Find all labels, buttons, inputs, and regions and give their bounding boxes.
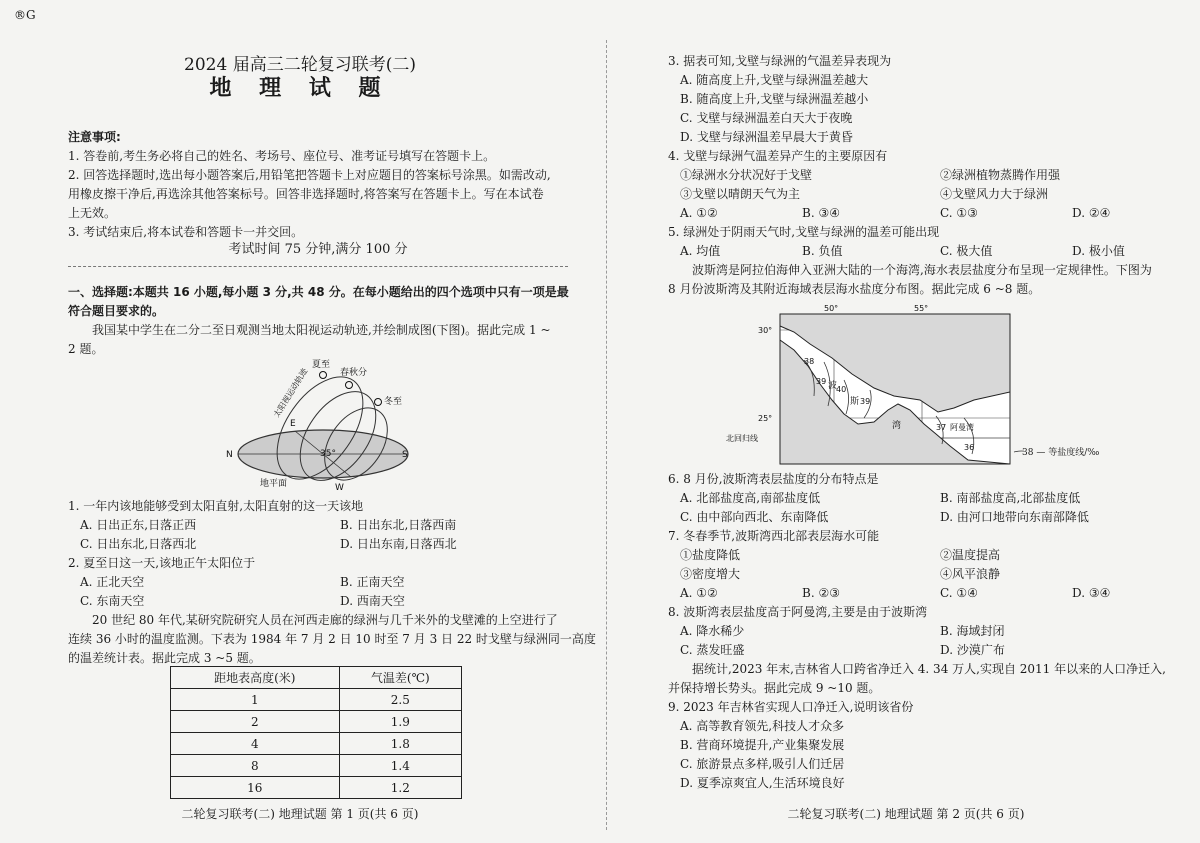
q2-option-c[interactable]: C. 东南天空: [80, 594, 145, 608]
q1-option-d[interactable]: D. 日出东南,日落西北: [340, 537, 457, 551]
sun-icon: [320, 372, 327, 379]
gulf-label: 斯: [850, 397, 860, 407]
north-label: N: [226, 450, 233, 460]
q1-option-b[interactable]: B. 日出东北,日落西南: [340, 518, 457, 532]
q6-option-d[interactable]: D. 由河口地带向东南部降低: [940, 510, 1089, 524]
separator: [68, 266, 568, 267]
isohaline-label: 40: [836, 385, 847, 394]
q9-option-a[interactable]: A. 高等教育领先,科技人才众多: [680, 719, 845, 733]
isohaline-label: 37: [936, 423, 947, 432]
table-cell: 1: [171, 689, 340, 711]
subject-title: 地 理 试 题: [209, 76, 391, 101]
q4-item: ①绿洲水分状况好于戈壁: [680, 168, 813, 182]
sun-path-diagram: [220, 358, 420, 492]
table-row: [171, 689, 462, 711]
intro-text: 我国某中学生在二分二至日观测当地太阳视运动轨迹,并绘制成图(下图)。据此完成 1 ~: [92, 323, 551, 337]
q4-item: ③戈壁以晴朗天气为主: [680, 187, 801, 201]
gulf-label: 波: [828, 381, 838, 391]
isohaline-label: 39: [816, 377, 827, 386]
q3-option-a[interactable]: A. 随高度上升,戈壁与绿洲温差越大: [680, 73, 869, 87]
page-divider: [606, 40, 607, 830]
table-row: [171, 777, 462, 799]
intro-text: 连续 36 小时的温度监测。下表为 1984 年 7 月 2 日 10 时至 7 月 3 日 22 时戈壁与绿洲同一高度: [68, 632, 596, 646]
intro-text: 2 题。: [68, 342, 104, 356]
q4-option-d[interactable]: D. ②④: [1072, 206, 1111, 220]
q8-option-c[interactable]: C. 蒸发旺盛: [680, 643, 745, 657]
lon-label: 55°: [914, 304, 929, 313]
q4-option-c[interactable]: C. ①③: [940, 206, 978, 220]
page-footer: 二轮复习联考(二) 地理试题 第 1 页(共 6 页): [181, 807, 419, 821]
q3-option-d[interactable]: D. 戈壁与绿洲温差早晨大于黄昏: [680, 130, 853, 144]
table-cell: 2: [171, 711, 340, 733]
q1-option-c[interactable]: C. 日出东北,日落西北: [80, 537, 197, 551]
q2-option-d[interactable]: D. 西南天空: [340, 594, 405, 608]
notice-line: 上无效。: [68, 206, 117, 220]
temperature-table: [170, 666, 462, 799]
q8-option-a[interactable]: A. 降水稀少: [680, 624, 745, 638]
q4-option-a[interactable]: A. ①②: [680, 206, 718, 220]
winter-label: 冬至: [384, 397, 403, 407]
intro-text: 的温差统计表。据此完成 3 ~5 题。: [68, 651, 261, 665]
notice-heading: 注意事项:: [68, 130, 121, 144]
gulf-label: 湾: [892, 421, 902, 431]
q7-item: ④风平浪静: [940, 567, 1001, 581]
question-1: 1. 一年内该地能够受到太阳直射,太阳直射的这一天该地: [68, 499, 364, 513]
q5-option-b[interactable]: B. 负值: [802, 244, 843, 258]
q7-option-b[interactable]: B. ②③: [802, 586, 840, 600]
q6-option-b[interactable]: B. 南部盐度高,北部盐度低: [940, 491, 1081, 505]
summer-label: 夏至: [312, 360, 331, 370]
q6-option-a[interactable]: A. 北部盐度高,南部盐度低: [680, 491, 821, 505]
lon-label: 50°: [824, 304, 839, 313]
q9-option-b[interactable]: B. 营商环境提升,产业集聚发展: [680, 738, 845, 752]
table-row: [171, 711, 462, 733]
isohaline-label: 36: [964, 443, 975, 452]
legend-text: 等盐度线/‰: [1048, 448, 1100, 458]
table-header-row: [171, 667, 462, 689]
q4-item: ④戈壁风力大于绿洲: [940, 187, 1049, 201]
exam-time: 考试时间 75 分钟,满分 100 分: [228, 242, 408, 257]
question-7: 7. 冬春季节,波斯湾西北部表层海水可能: [668, 529, 880, 543]
table-cell: 2.5: [339, 689, 461, 711]
table-cell: 4: [171, 733, 340, 755]
q7-option-a[interactable]: A. ①②: [680, 586, 718, 600]
q8-option-d[interactable]: D. 沙漠广布: [940, 643, 1005, 657]
q4-option-b[interactable]: B. ③④: [802, 206, 840, 220]
equinox-label: 春秋分: [340, 368, 368, 378]
q5-option-a[interactable]: A. 均值: [680, 244, 721, 258]
q5-option-d[interactable]: D. 极小值: [1072, 244, 1125, 258]
notice-line: 3. 考试结束后,将本试卷和答题卡一并交回。: [68, 225, 304, 239]
table-cell: 1.4: [339, 755, 461, 777]
lat-label: 30°: [758, 326, 773, 335]
notice-line: 1. 答卷前,考生务必将自己的姓名、考场号、座位号、准考证号填写在答题卡上。: [68, 149, 496, 163]
q5-option-c[interactable]: C. 极大值: [940, 244, 993, 258]
intro-text: 波斯湾是阿拉伯海伸入亚洲大陆的一个海湾,海水表层盐度分布呈现一定规律性。下图为: [692, 263, 1152, 277]
corner-mark: ®G: [14, 8, 36, 22]
q7-item: ②温度提高: [940, 548, 1001, 562]
east-label: E: [290, 419, 296, 429]
q7-item: ③密度增大: [680, 567, 741, 581]
lat-label: 25°: [758, 414, 773, 423]
isohaline-label: 39: [860, 397, 871, 406]
intro-text: 并保持增长势头。据此完成 9 ~10 题。: [668, 681, 881, 695]
q9-option-d[interactable]: D. 夏季凉爽宜人,生活环境良好: [680, 776, 845, 790]
intro-text: 8 月份波斯湾及其附近海域表层海水盐度分布图。据此完成 6 ~8 题。: [668, 282, 1041, 296]
sun-icon: [346, 382, 353, 389]
angle-label: 35°: [320, 449, 336, 459]
legend-number: 38: [1022, 448, 1034, 458]
table-cell: 1.8: [339, 733, 461, 755]
table-cell: 16: [171, 777, 340, 799]
notice-line: 用橡皮擦干净后,再选涂其他答案标号。回答非选择题时,将答案写在答题卡上。写在本试卷: [68, 187, 544, 201]
q1-option-a[interactable]: A. 日出正东,日落正西: [80, 518, 197, 532]
question-5: 5. 绿洲处于阴雨天气时,戈壁与绿洲的温差可能出现: [668, 225, 940, 239]
south-label: S: [402, 450, 408, 460]
table-cell: 1.2: [339, 777, 461, 799]
table-row: [171, 733, 462, 755]
intro-text: 据统计,2023 年末,吉林省人口跨省净迁入 4. 34 万人,实现自 2011 年以来的人口净迁入,: [692, 662, 1166, 676]
q3-option-b[interactable]: B. 随高度上升,戈壁与绿洲温差越小: [680, 92, 869, 106]
q8-option-b[interactable]: B. 海域封闭: [940, 624, 1005, 638]
table-header: 气温差(℃): [339, 667, 461, 689]
table-header: 距地表高度(米): [171, 667, 340, 689]
table-cell: 1.9: [339, 711, 461, 733]
page-footer: 二轮复习联考(二) 地理试题 第 2 页(共 6 页): [787, 807, 1025, 821]
intro-text: 20 世纪 80 年代,某研究院研究人员在河西走廊的绿洲与几千米外的戈壁滩的上空进行了: [92, 613, 558, 627]
question-6: 6. 8 月份,波斯湾表层盐度的分布特点是: [668, 472, 879, 486]
question-3: 3. 据表可知,戈壁与绿洲的气温差异表现为: [668, 54, 892, 68]
q7-option-d[interactable]: D. ③④: [1072, 586, 1111, 600]
tropic-label: 北回归线: [726, 434, 758, 443]
map-legend: 38 — 等盐度线/‰: [1022, 448, 1100, 458]
q3-option-c[interactable]: C. 戈壁与绿洲温差白天大于夜晚: [680, 111, 853, 125]
question-9: 9. 2023 年吉林省实现人口净迁入,说明该省份: [668, 700, 914, 714]
notice-line: 2. 回答选择题时,选出每小题答案后,用铅笔把答题卡上对应题目的答案标号涂黑。如需改动,: [68, 168, 551, 182]
salinity-map: [724, 300, 1024, 470]
table-row: [171, 755, 462, 777]
question-2: 2. 夏至日这一天,该地正午太阳位于: [68, 556, 256, 570]
sun-icon: [375, 399, 382, 406]
section-heading: 符合题目要求的。: [68, 304, 165, 318]
section-heading: 一、选择题:本题共 16 小题,每小题 3 分,共 48 分。在每小题给出的四个选项中只有一项是最: [68, 285, 569, 299]
west-label: W: [335, 483, 344, 492]
q7-item: ①盐度降低: [680, 548, 741, 562]
table-cell: 8: [171, 755, 340, 777]
q7-option-c[interactable]: C. ①④: [940, 586, 978, 600]
track-label: 太阳视运动轨迹: [272, 366, 310, 420]
question-8: 8. 波斯湾表层盐度高于阿曼湾,主要是由于波斯湾: [668, 605, 928, 619]
ground-label: 地平面: [260, 479, 288, 489]
question-4: 4. 戈壁与绿洲气温差异产生的主要原因有: [668, 149, 888, 163]
right-page: [612, 0, 1200, 843]
q9-option-c[interactable]: C. 旅游景点多样,吸引人们迁居: [680, 757, 845, 771]
q6-option-c[interactable]: C. 由中部向西北、东南降低: [680, 510, 829, 524]
exam-title: 2024 届高三二轮复习联考(二): [184, 55, 416, 75]
q4-item: ②绿洲植物蒸腾作用强: [940, 168, 1061, 182]
isohaline-label: 38: [804, 357, 815, 366]
oman-label: 阿曼湾: [950, 423, 974, 432]
q2-option-a[interactable]: A. 正北天空: [80, 575, 145, 589]
q2-option-b[interactable]: B. 正南天空: [340, 575, 405, 589]
